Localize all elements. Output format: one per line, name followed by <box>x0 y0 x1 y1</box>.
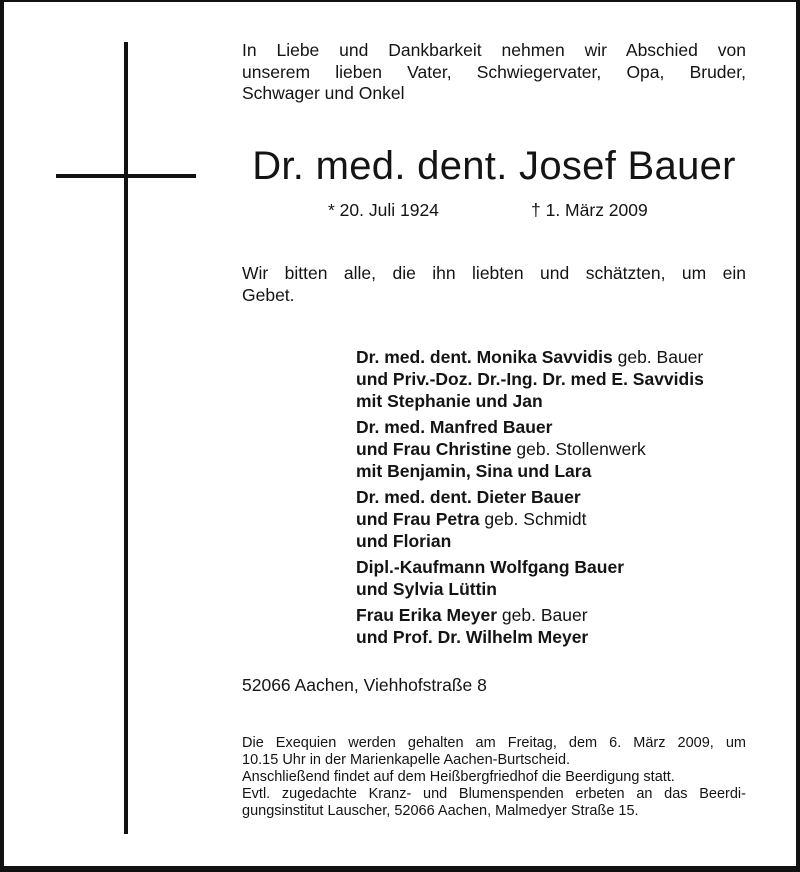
donation-line: Evtl. zugedachte Kranz- und Blumenspenden erbeten an das Beerdi- <box>242 786 746 802</box>
mourner-group <box>356 556 704 600</box>
mourner-group <box>356 604 704 648</box>
death-date: † 1. März 2009 <box>531 200 648 220</box>
mourner-name: Dr. med. dent. Dieter Bauer <box>356 487 581 507</box>
mourner-name: und Sylvia Lüttin <box>356 579 497 599</box>
family-address: 52066 Aachen, Viehhofstraße 8 <box>242 675 487 695</box>
mourner-line <box>356 390 704 412</box>
prayer-line: Wir bitten alle, die ihn liebten und schätzten, um ein <box>242 263 746 283</box>
mourner-group <box>356 486 704 552</box>
intro-line: In Liebe und Dankbarkeit nehmen wir Abschied von <box>242 40 746 60</box>
service-info <box>242 735 746 769</box>
prayer-line: Gebet. <box>242 285 295 305</box>
intro-text <box>242 40 746 105</box>
mourner-line <box>356 604 704 626</box>
deceased-name: Dr. med. dent. Josef Bauer <box>252 144 736 188</box>
cross-vertical-bar <box>124 42 128 834</box>
service-line: Die Exequien werden gehalten am Freitag, dem 6. März 2009, um <box>242 735 746 751</box>
mourner-name: und Priv.-Doz. Dr.-Ing. Dr. med E. Savvidis <box>356 369 704 389</box>
mourner-name: Dipl.-Kaufmann Wolfgang Bauer <box>356 557 625 577</box>
cross-horizontal-bar <box>56 174 196 178</box>
mourner-line <box>356 438 704 460</box>
maiden-name: geb. Stollenwerk <box>511 439 646 459</box>
intro-line: Schwager und Onkel <box>242 83 405 103</box>
mourner-group <box>356 346 704 412</box>
maiden-name: geb. Bauer <box>497 605 588 625</box>
mourner-name: und Prof. Dr. Wilhelm Meyer <box>356 627 589 647</box>
maiden-name: geb. Bauer <box>612 347 704 367</box>
mourner-name: und Frau Christine <box>356 439 512 459</box>
funeral-details <box>242 735 746 820</box>
mourner-line <box>356 460 704 482</box>
mourner-line <box>356 556 704 578</box>
mourner-name: und Frau Petra <box>356 509 480 529</box>
prayer-request <box>242 262 746 306</box>
donation-info <box>242 786 746 820</box>
mourner-name: Dr. med. Manfred Bauer <box>356 417 553 437</box>
intro-line: unserem lieben Vater, Schwiegervater, Opa, Bruder, <box>242 61 746 82</box>
mourner-line <box>356 368 704 390</box>
mourner-line <box>356 530 704 552</box>
mourner-name: und Florian <box>356 531 452 551</box>
mourner-line <box>356 416 704 438</box>
maiden-name: geb. Schmidt <box>479 509 587 529</box>
mourner-line <box>356 486 704 508</box>
donation-line: gungsinstitut Lauscher, 52066 Aachen, Malmedyer Straße 15. <box>242 803 639 819</box>
mourners-list <box>356 346 704 652</box>
mourner-line <box>356 508 704 530</box>
mourner-group <box>356 416 704 482</box>
service-line: 10.15 Uhr in der Marienkapelle Aachen-Burtscheid. <box>242 752 571 768</box>
mourner-name: Dr. med. dent. Monika Savvidis <box>356 347 613 367</box>
mourner-line <box>356 578 704 600</box>
mourner-line <box>356 626 704 648</box>
burial-info: Anschließend findet auf dem Heißbergfriedhof die Beerdigung statt. <box>242 769 675 785</box>
birth-date: * 20. Juli 1924 <box>328 200 439 220</box>
mourner-name: mit Benjamin, Sina und Lara <box>356 461 592 481</box>
mourner-name: Frau Erika Meyer <box>356 605 498 625</box>
mourner-name: mit Stephanie und Jan <box>356 391 543 411</box>
mourner-line <box>356 346 704 368</box>
